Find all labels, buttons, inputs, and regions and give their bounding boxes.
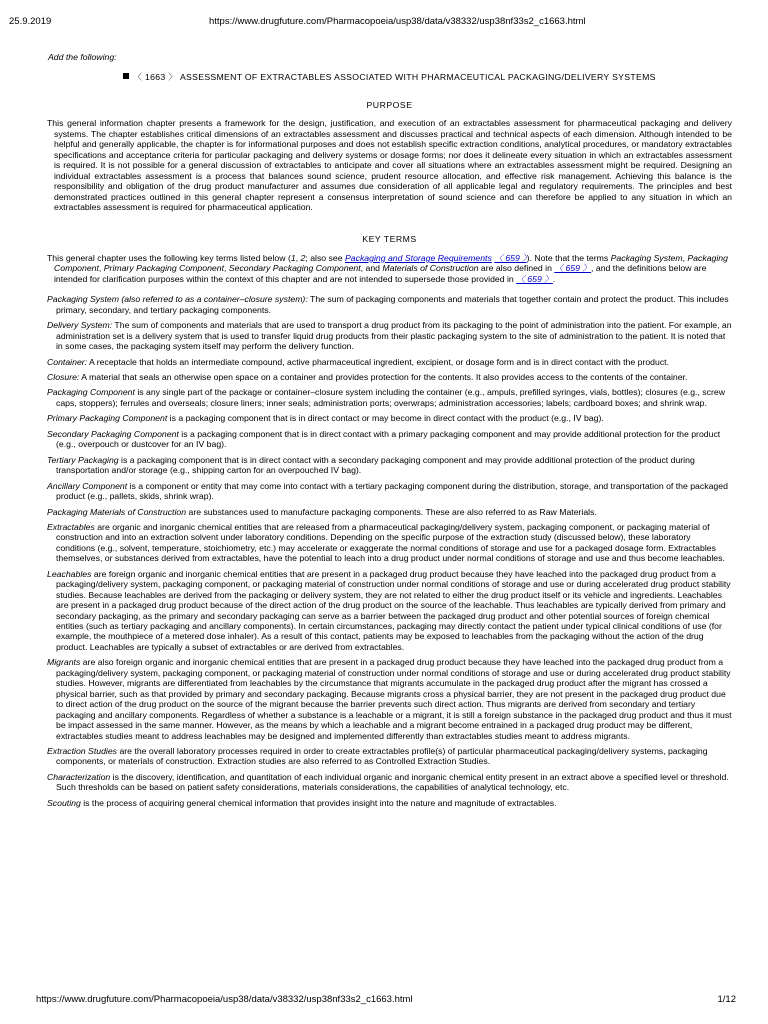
definition-term: Migrants: [47, 657, 81, 668]
definition-text: are organic and inorganic chemical entities that are released from a pharmaceutical packaging/delivery system, packaging component, or packaging material of construction and into an extraction solvent under laboratory conditions. Depending on the specific purpose of the extraction study (discussed below), these laboratory conditions (e.g., solvent, temperature, stoichiometry, etc.) may accelerate or exaggerate the normal conditions of storage and use for a packaged dosage form. Extractables themselves, or substances derived from extractables, have the potential to leach into a drug product under normal conditions of storage and use and thus become leachables.: [56, 521, 725, 564]
definition-term: Packaging Component: [47, 387, 135, 398]
definition-term: Primary Packaging Component: [47, 413, 168, 424]
chapter-title-text: 〈 1663 〉 ASSESSMENT OF EXTRACTABLES ASSOCIATED WITH PHARMACEUTICAL PACKAGING/DELIVERY SYSTEMS: [133, 72, 656, 83]
definition-text: A receptacle that holds an intermediate compound, active pharmaceutical ingredient, excipient, or dosage form and is in direct contact with the product.: [87, 356, 670, 367]
definition-term: Packaging Materials of Construction: [47, 506, 187, 517]
definition-term: Delivery System:: [47, 320, 113, 331]
definition-text: is a packaging component that is in direct contact or may become in direct contact with the product (e.g., IV bag).: [167, 413, 604, 424]
definition-item: [47, 746, 732, 767]
definition-text: The sum of packaging components and materials that together contain and protect the product. This includes primary, secondary, and tertiary packaging components.: [56, 294, 729, 315]
definition-term: Secondary Packaging Component: [47, 428, 179, 439]
print-date: 25.9.2019: [9, 16, 52, 27]
definition-text: is a packaging component that is in direct contact with a secondary packaging component and may provide additional protection of the product during transportation and/or storage (e.g., shipping carton for an overpouched IV bag).: [56, 454, 695, 476]
key-terms-intro: This general chapter uses the following key terms listed below (1, 2; also see Packaging and Storage Requirements 〈 659 〉). Note that the terms Packaging System, Packaging Component, Primary Packaging Component, Secondary Packaging Component, and Materials of Construction are also defined in 〈 659 〉, and the definitions below are intended for clarification purposes within the context of this chapter and are not intended to supersede those provided in 〈 659 〉.: [47, 252, 728, 284]
definition-term: Ancillary Component: [47, 480, 128, 491]
definition-item: [47, 507, 732, 517]
section-heading-purpose: PURPOSE: [366, 99, 413, 110]
definition-item: [47, 569, 732, 653]
footer-url: https://www.drugfuture.com/Pharmacopoeia/usp38/data/v38332/usp38nf33s2_c1663.html: [36, 994, 413, 1005]
definition-text: are the overall laboratory processes required in order to create extractables profile(s) of particular pharmaceutical packaging/delivery systems, packaging components, or materials of construction. Extraction studies are also referred to as Controlled Extraction Studies.: [56, 746, 708, 767]
definition-item: [47, 657, 732, 741]
definition-term: Closure:: [47, 371, 80, 382]
definition-item: [47, 772, 732, 793]
definition-text: is the discovery, identification, and quantitation of each individual organic and inorganic chemical entity present in an extract above a specified level or threshold. Such thresholds can be based on patient safety considerations, materials considerations, the capabilities of analytical technology, etc.: [56, 771, 729, 793]
definition-term: Tertiary Packaging: [47, 454, 119, 465]
definition-text: is a packaging component that is in direct contact with a primary packaging component and may provide additional protection for the product (e.g., overpouch or dustcover for an IV bag).: [56, 428, 721, 450]
definition-term: Extraction Studies: [47, 746, 118, 757]
definition-item: [47, 798, 732, 808]
purpose-paragraph: This general information chapter presents a framework for the design, justification, and execution of an extractables assessment for pharmaceutical packaging and delivery systems. The chapter establishes critical dimensions of an extractables assessment and discusses practical and technical aspects of each dimension. Although intended to be helpful and generally applicable, the chapter is for informational purposes and does not establish specific extraction conditions, analytical procedures, or mandatory extractables specifications and acceptance criteria for particular packaging and delivery systems or dosage forms; nor does it delineate every situation in which an extractables assessment is required. It is not possible for a general discussion of extractables to anticipate and cover all situations where an extractables assessment might be required. Designing an individual extractables assessment is a process that balances sound science, prudent resource allocation, and effective risk management. Achieving this balance is the responsibility and obligation of the drug product manufacturer and assumes due consideration of all applicable legal and regulatory requirements. The principles and best demonstrated practices outlined in this general chapter represent a consensus interpretation of sound science and can therefore be applied to any situation in which an extractables assessment is required for pharmaceutical application.: [47, 118, 732, 212]
definition-term: Packaging System (also referred to as a container–closure system):: [47, 294, 308, 305]
definition-term: Scouting: [47, 797, 81, 808]
definition-text: is a component or entity that may come into contact with a tertiary packaging component during the distribution, storage, and transportation of the packaged product (e.g., pallets, skids, shrink wrap).: [56, 480, 728, 502]
definition-item: [47, 522, 732, 564]
definition-text: A material that seals an otherwise open space on a container and provides protection for the contents. It also provides access to the contents of the container.: [79, 371, 688, 382]
definition-text: The sum of components and materials that are used to transport a drug product from its packaging to the point of administration into the patient. For example, an administration set is a delivery system that is used to transfer liquid drug products from their plastic packaging system to the site of administration to the patient. It is noted that in some cases, the packaging system itself may perform the delivery function.: [56, 320, 732, 352]
definition-text: is any single part of the package or container–closure system including the container (e.g., ampuls, prefilled syringes, vials, bottles); closures (e.g., screw caps, stoppers); ferrules and overseals; closure liners; inner seals; administration ports; overwraps; administration accessories; labels; cardboard boxes; and shrink wrap.: [56, 387, 725, 408]
definition-term: Extractables: [47, 521, 95, 532]
link-chapter-659[interactable]: 〈 659 〉: [554, 263, 592, 274]
definition-text: are substances used to manufacture packaging components. These are also referred to as Raw Materials.: [186, 506, 597, 517]
definition-text: are foreign organic and inorganic chemical entities that are present in a packaged drug product because they have leached into the packaged drug product from a packaging/delivery system, packaging component, or packaging material of construction under normal conditions of storage and use or during accelerated drug product stability studies. Because leachables are derived from the packaging or delivery system, they are not related to either the drug product itself or its vehicle and ingredients. Leachables are present in a packaged drug product because of the direct action of the drug product on the source of the leachable. Thus leachables are typically derived from primary and secondary packaging, as the primary and secondary packaging can serve as a barrier between the packaged drug product and other potential sources of foreign chemical entities (such as tertiary packaging and ancillary components). In certain circumstances, packaging may directly contact the patient under typical clinical conditions of use (for example, the mouthpiece of a metered dose inhaler). As a result of this contact, patients may be exposed to leachables from the packaging without the action of the drug product. Leachables are typically a subset of extractables or are derived from extractables.: [56, 568, 731, 652]
definition-item: [47, 320, 732, 351]
definition-term: Characterization: [47, 771, 111, 782]
document-body: [47, 52, 732, 813]
definition-text: are also foreign organic and inorganic chemical entities that are present in a packaged drug product because they have leached into the packaged drug product from a packaging/delivery system, packaging component, or packaging material of construction under normal conditions of storage and use or during accelerated drug product stability studies. However, migrants are differentiated from leachables by the circumstance that migrants accumulate in the packaged drug product after the migrant has crossed a physical barrier, such as that provided by primary and secondary packaging. Because migrants cross a physical barrier, they are not present in the packaged drug product due to direct action of the drug product on the source of the migrant because the barrier prevents such direct action. Thus migrants are derived from secondary and tertiary packaging and ancillary components. Regardless of whether a substance is a leachable or a migrant, it is still a foreign substance in the packaged drug product and thus it must be impact assessed in the same manner. However, as the means by which a leachable and a migrant become entrained in a packaged drug product may be different, extractables studies meant to address leachables may be designed and implemented differently than extractables studies meant to address migrants.: [56, 657, 732, 741]
definition-item: [47, 372, 732, 382]
print-url: https://www.drugfuture.com/Pharmacopoeia/usp38/data/v38332/usp38nf33s2_c1663.html: [209, 16, 586, 27]
square-bullet-icon: [123, 73, 129, 79]
definition-item: [47, 294, 732, 315]
chapter-title: [47, 72, 732, 82]
definition-text: is the process of acquiring general chemical information that provides insight into the nature and magnitude of extractables.: [80, 797, 557, 808]
link-chapter-659[interactable]: 〈 659 〉: [516, 273, 553, 284]
definition-term: Leachables: [47, 568, 92, 579]
definitions-list: [47, 294, 732, 808]
definition-item: [47, 481, 732, 502]
definition-item: [47, 455, 732, 476]
link-packaging-storage-requirements[interactable]: Packaging and Storage Requirements: [344, 252, 492, 263]
definition-item: [47, 387, 732, 408]
page-number: 1/12: [717, 994, 736, 1005]
definition-item: [47, 429, 732, 450]
definition-term: Container:: [47, 356, 88, 367]
section-heading-key-terms: KEY TERMS: [362, 234, 417, 245]
definition-item: [47, 413, 732, 423]
link-chapter-659[interactable]: 〈 659 〉: [494, 252, 527, 263]
definition-item: [47, 357, 732, 367]
add-note: Add the following:: [48, 52, 117, 62]
